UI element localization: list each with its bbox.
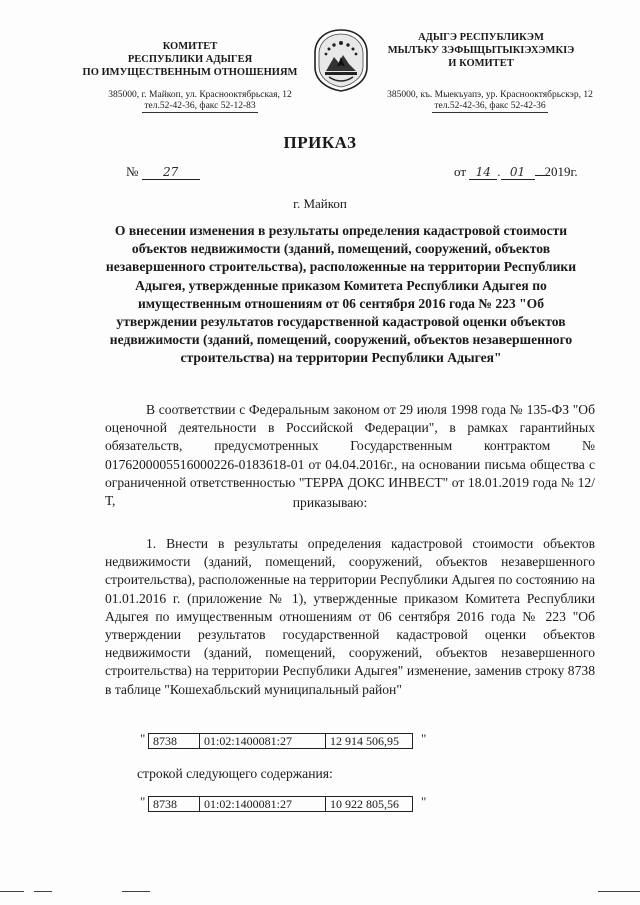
cadastral-value-cell: 12 914 506,95 <box>325 733 413 749</box>
issuer-org-line: ПО ИМУЩЕСТВЕННЫМ ОТНОШЕНИЯМ <box>82 67 298 78</box>
scan-edge-mark <box>34 891 52 892</box>
number-value: 27 <box>142 165 200 180</box>
quote-open: " <box>140 794 146 809</box>
row-number-cell: 8738 <box>148 796 200 812</box>
order-subject: О внесении изменения в результаты определения кадастровой стоимости объектов недвижимости (зданий, помещений, сооружений, объектов незавершенного строительства), расположенные на территории Республики Адыгея, утвержденные приказом Комитета Республики Адыгея по имущественным отношениям от 06 сентября 2016 года № 223 "Об утверждении результатов государственной кадастровой оценки объектов недвижимости (зданий, помещений, сооружений, объектов незавершенного строительства) на территории Республики Адыгея" <box>105 223 577 366</box>
clause-1-paragraph: 1. Внести в результаты определения кадастровой стоимости объектов недвижимости (зданий, помещений, сооружений, объектов незавершенного строительства), расположенные на территории Республики Адыгея по состоянию на 01.01.2016 г. (приложение № 1), утвержденные приказом Комитета Республики Адыгея по имущественным отношениям от 06 сентября 2016 года № 223 "Об утверждении результатов государственной кадастровой оценки объектов недвижимости (зданий, помещений, сооружений, объектов незавершенного строительства) на территории Республики Адыгея" изменение, заменив строку 8738 в таблице "Кошехабльский муниципальный район" <box>105 536 595 697</box>
preamble-paragraph: В соответствии с Федеральным законом от 29 июля 1998 года № 135-ФЗ "Об оценочной деятельности в Российской Федерации", в рамках гарантийных обязательств, предусмотренных Государственным контрактом № 0176200005516000226-0183618-01 от 04.04.2016г., на основании письма общества с ограниченной ответственностью "ТЕРРА ДОКС ИНВЕСТ" от 18.01.2019 года № 12/Т, <box>105 402 595 509</box>
quote-close: " <box>421 794 427 809</box>
document-title: ПРИКАЗ <box>283 133 357 152</box>
phone-line: тел.52-42-36, факс 52-42-36 <box>434 101 546 111</box>
address-line: 385000, г. Майкоп, ул. Краснооктябрьская, 12 <box>108 90 292 100</box>
issuer-org-line: МЫЛЪКУ ЗЭФЫЩЫТЫКІЭХЭМКІЭ <box>387 45 575 56</box>
scan-edge-mark <box>0 891 24 892</box>
issuer-org-ru <box>80 40 300 79</box>
order-number <box>126 164 200 180</box>
date-blank <box>535 175 545 176</box>
date-prefix: от <box>454 164 467 179</box>
cadastral-value-cell: 10 922 805,56 <box>325 796 413 812</box>
issuer-org-ady <box>376 31 586 70</box>
issue-city: г. Майкоп <box>293 196 347 211</box>
decree-word: приказываю: <box>292 495 368 510</box>
cadastral-number-cell: 01:02:1400081:27 <box>199 733 326 749</box>
quote-open: " <box>140 731 146 746</box>
number-prefix: № <box>126 164 139 179</box>
issuer-org-line: И КОМИТЕТ <box>448 58 514 69</box>
issuer-address-ru <box>100 90 300 113</box>
issuer-address-ady <box>380 90 600 113</box>
date-day: 14 <box>469 165 497 180</box>
address-line: 385000, къ. Мыекъуапэ, ур. Краснооктябрьскэр, 12 <box>387 90 593 100</box>
issuer-org-line: РЕСПУБЛИКИ АДЫГЕЯ <box>127 54 253 65</box>
coat-of-arms-icon <box>312 27 370 93</box>
order-date: от 14 . 01 2019г. <box>454 164 578 179</box>
issuer-org-line: АДЫГЭ РЕСПУБЛИКЭМ <box>418 32 544 43</box>
date-year: 2019г. <box>544 164 578 179</box>
phone-line: тел.52-42-36, факс 52-12-83 <box>144 101 256 111</box>
row-number-cell: 8738 <box>148 733 200 749</box>
quote-close: " <box>421 731 427 746</box>
date-month: 01 <box>501 165 535 180</box>
scan-edge-mark <box>122 891 150 892</box>
replacement-intro: строкой следующего содержания: <box>137 766 333 781</box>
issuer-org-line: КОМИТЕТ <box>162 41 218 52</box>
scan-edge-mark <box>598 891 640 892</box>
cadastral-number-cell: 01:02:1400081:27 <box>199 796 326 812</box>
